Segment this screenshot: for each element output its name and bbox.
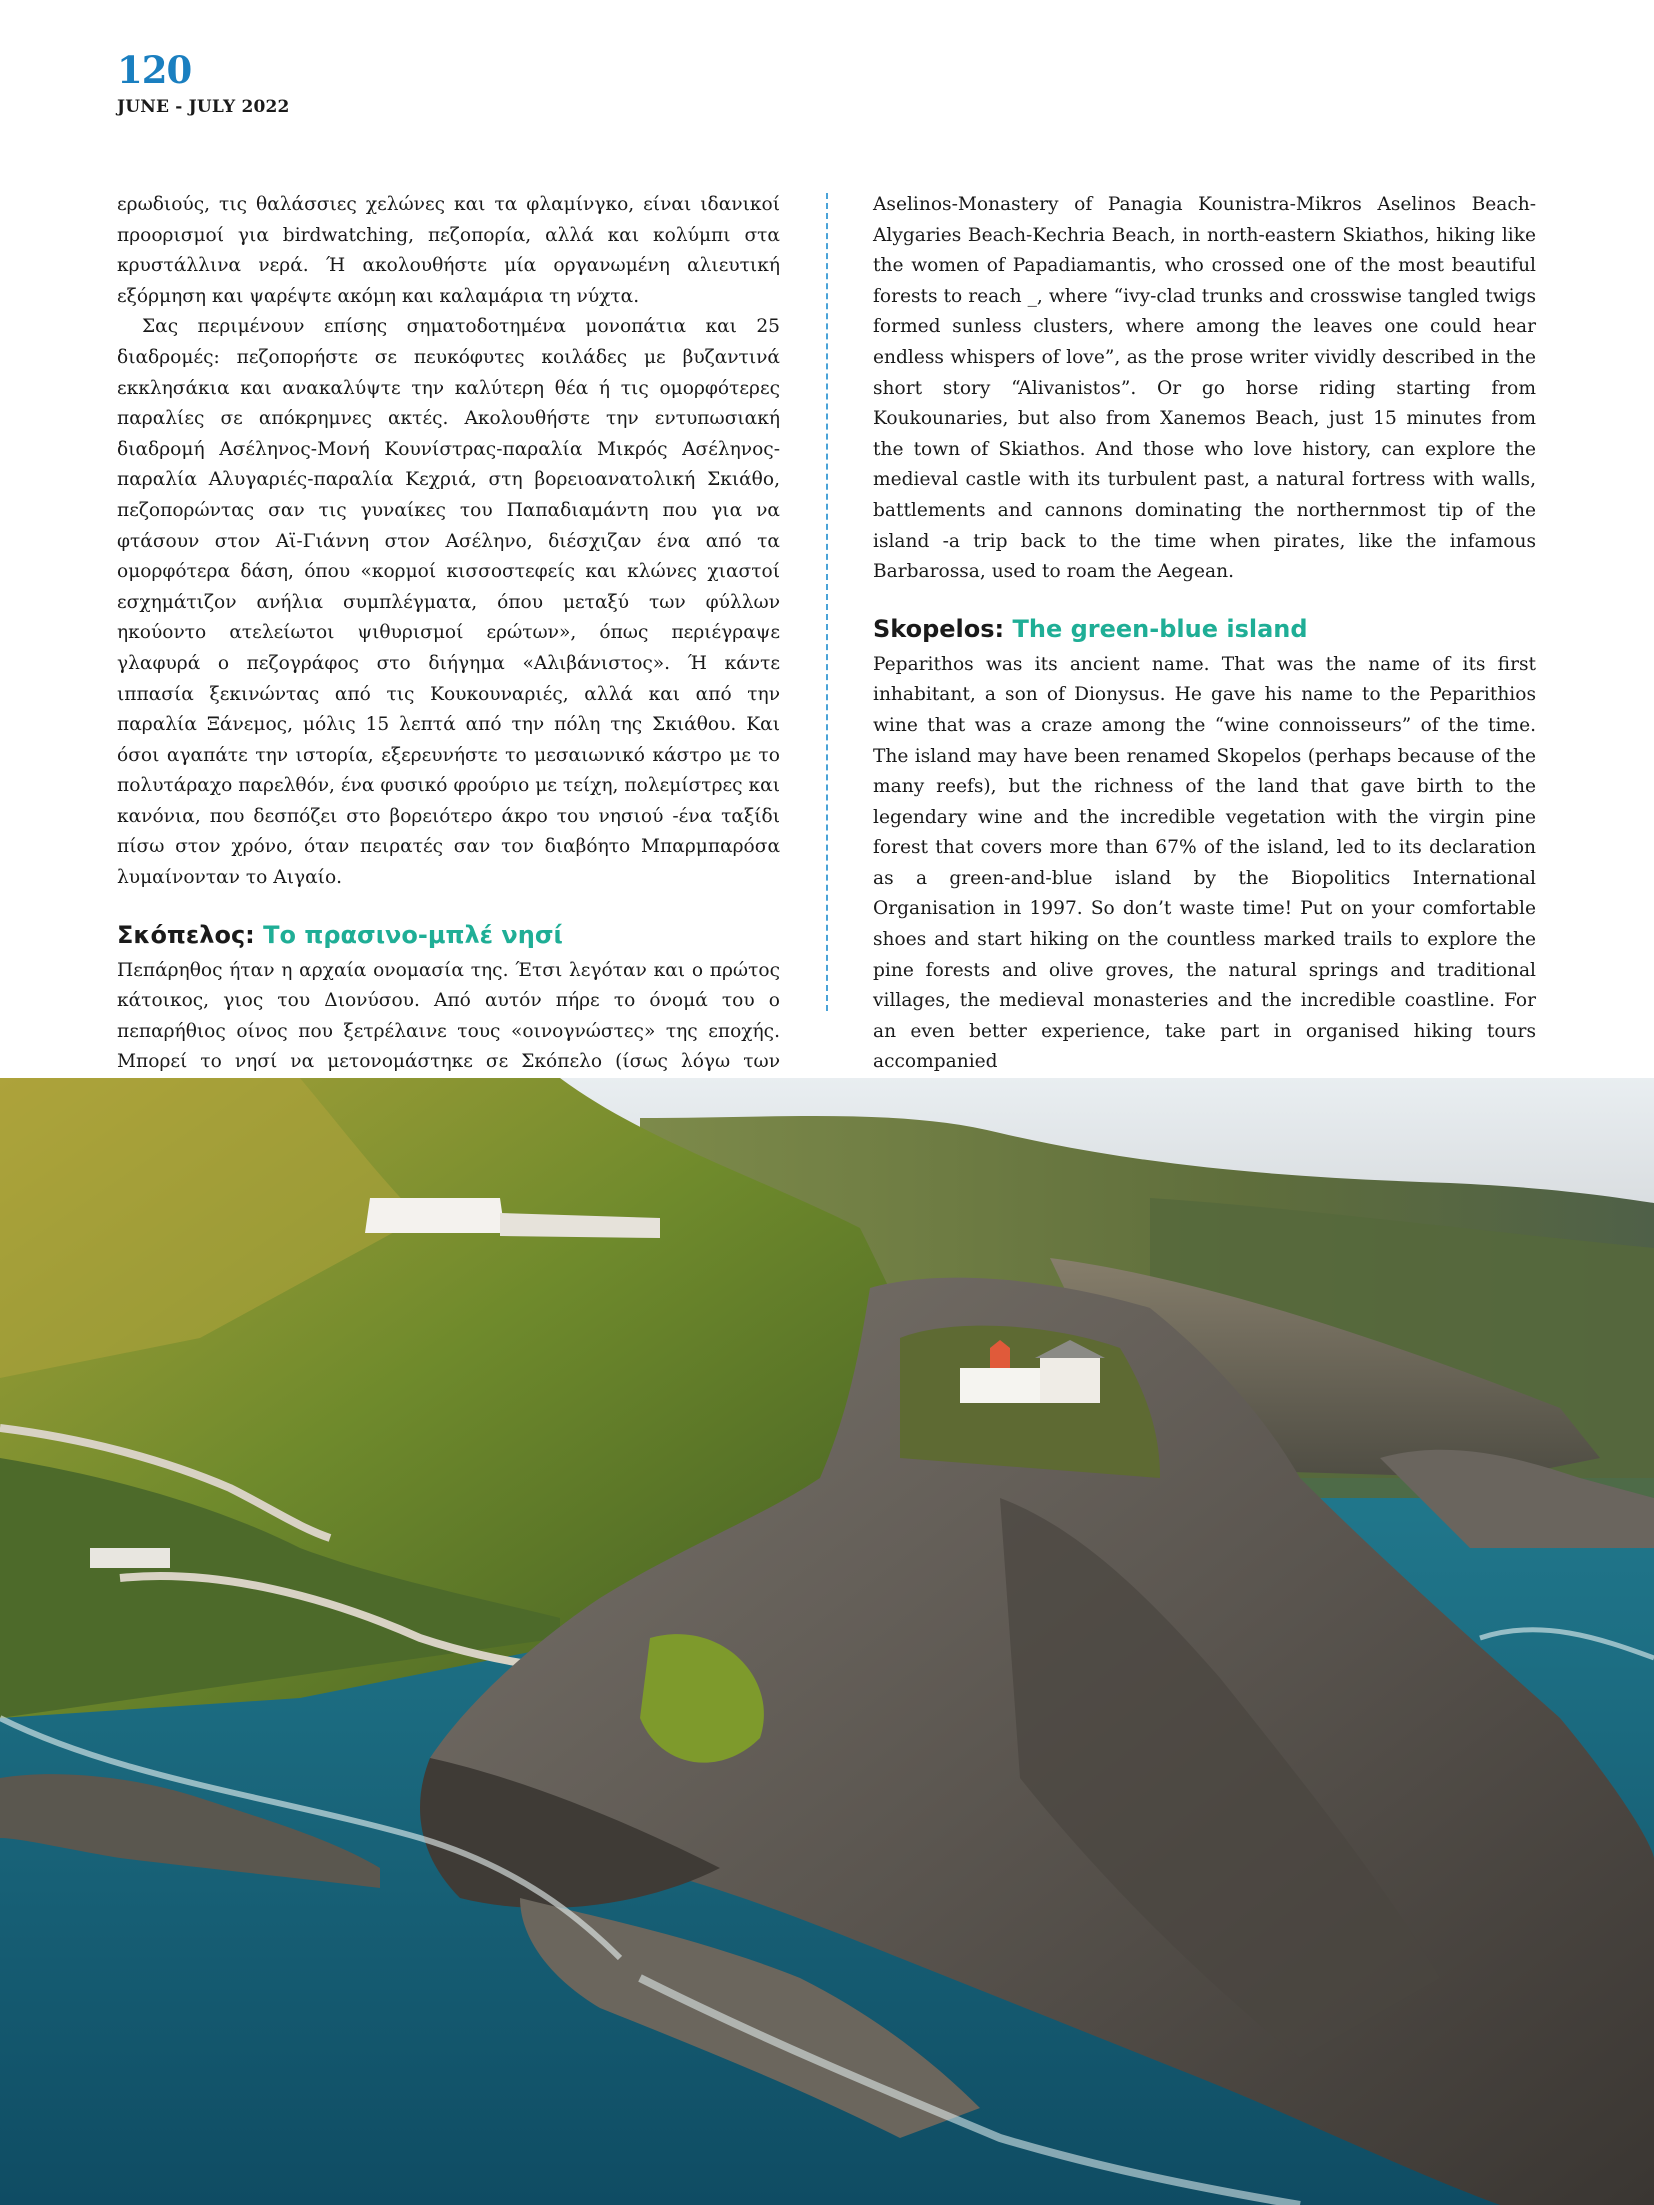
english-section-subtitle: The green-blue island xyxy=(1012,614,1308,643)
issue-date: JUNE - JULY 2022 xyxy=(117,97,290,117)
greek-section-subtitle: Το πρασινο-μπλέ νησί xyxy=(263,920,563,949)
english-paragraph-1: Aselinos-Monastery of Panagia Kounistra-Mikros Aselinos Beach-Alygaries Beach-Kechria Beach, in north-eastern Skiathos, hiking like the women of Papadiamantis, who crossed one of the most beautiful forests to reach _, where “ivy-clad trunks and crosswise tangled twigs formed sunless clusters, where among the leaves one could hear endless whispers of love”, as the prose writer vividly described in the short story “Alivanistos”. Or go horse riding starting from Koukounaries, but also from Xanemos Beach, just 15 minutes from the town of Skiathos. And those who love history, can explore the medieval castle with its turbulent past, a natural fortress with walls, battlements and cannons dominating the northernmost tip of the island -a trip back to the time when pirates, like the infamous Barbarossa, used to roam the Aegean. xyxy=(873,194,1536,583)
greek-paragraph-1: ερωδιούς, τις θαλάσσιες χελώνες και τα φλαμίνγκο, είναι ιδανικοί προορισμοί για birdwatching, πεζοπορία, αλλά και κολύμπι στα κρυστάλλινα νερά. Ή ακολουθήστε μία οργανωμένη αλιευτική εξόρμηση και ψαρέψτε ακόμη και καλαμάρια τη νύχτα. xyxy=(117,194,780,307)
greek-paragraph-2: Σας περιμένουν επίσης σηματοδοτημένα μονοπάτια και 25 διαδρομές: πεζοπορήστε σε πευκόφυτες κοιλάδες με βυζαντινά εκκλησάκια και ανακαλύψτε την καλύτερη θέα ή τις ομορφότερες παραλίες σε απόκρημνες ακτές. Ακολουθήστε την εντυπωσιακή διαδρομή Ασέληνος-Μονή Κουνίστρας-παραλία Μικρός Ασέληνος-παραλία Αλυγαριές-παραλία Κεχριά, στη βορειοανατολική Σκιάθο, πεζοπορώντας σαν τις γυναίκες του Παπαδιαμάντη που για να φτάσουν στον Αϊ-Γιάννη στον Ασέληνο, διέσχιζαν ένα από τα ομορφότερα δάση, όπου «κορμοί κισσοστεφείς και κλώνες χιαστοί εσχημάτιζον ανήλια συμπλέγματα, όπου μεταξύ των φύλλων ηκούοντο ατελείωτοι ψιθυρισμοί ερώτων», όπως περιέγραψε γλαφυρά ο πεζογράφος στο διήγημα «Αλιβάνιστος». Ή κάντε ιππασία ξεκινώντας από τις Κουκουναριές, αλλά και από την παραλία Ξάνεμος, μόλις 15 λεπτά από την πόλη της Σκιάθου. Και όσοι αγαπάτε την ιστορία, εξερευνήστε το μεσαιωνικό κάστρο με το πολυτάραχο παρελθόν, ένα φυσικό φρούριο με τείχη, πολεμίστρες και κανόνια, που δεσπόζει στο βορειότερο άκρο του νησιού -ένα ταξίδι πίσω στον χρόνο, όταν πειρατές σαν τον διαβόητο Μπαρμπαρόσα λυμαίνονταν το Αιγαίο. xyxy=(117,316,780,889)
greek-section-heading xyxy=(117,920,780,950)
column-divider xyxy=(826,193,828,1011)
page-number: 120 xyxy=(117,48,192,92)
folio xyxy=(117,48,290,117)
greek-column xyxy=(117,190,780,1109)
greek-section-title: Σκόπελος: xyxy=(117,920,255,949)
coastal-chapel-photo xyxy=(0,1078,1654,2205)
greek-paragraph-3: Πεπάρηθος ήταν η αρχαία ονομασία της. Έτσι λεγόταν και ο πρώτος κάτοικος, γιος του Διονύσου. Από αυτόν πήρε το όνομά του ο πεπαρήθιος οίνος που ξετρέλαινε τους «οινογνώστες» της εποχής. Μπορεί το νησί να μετονομάστηκε σε Σκόπελο (ίσως λόγω των xyxy=(117,959,780,1073)
english-section-title: Skopelos: xyxy=(873,614,1005,643)
english-column xyxy=(873,190,1536,1078)
english-paragraph-2: Peparithos was its ancient name. That was the name of its first inhabitant, a son of Dionysus. He gave his name to the Peparithios wine that was a craze among the “wine connoisseurs” of the time. The island may have been renamed Skopelos (perhaps because of the many reefs), but the richness of the land that gave birth to the legendary wine and the incredible vegetation with the virgin pine forest that covers more than 67% of the island, led to its declaration as a green-and-blue island by the Biopolitics International Organisation in 1997. So don’t waste time! Put on your comfortable shoes and start hiking on the countless marked trails to explore the pine forests and olive groves, the natural springs and traditional villages, the medieval monasteries and the incredible coastline. For an even better experience, take part in organised hiking tours accompanied xyxy=(873,653,1536,1073)
english-section-heading xyxy=(873,614,1536,644)
